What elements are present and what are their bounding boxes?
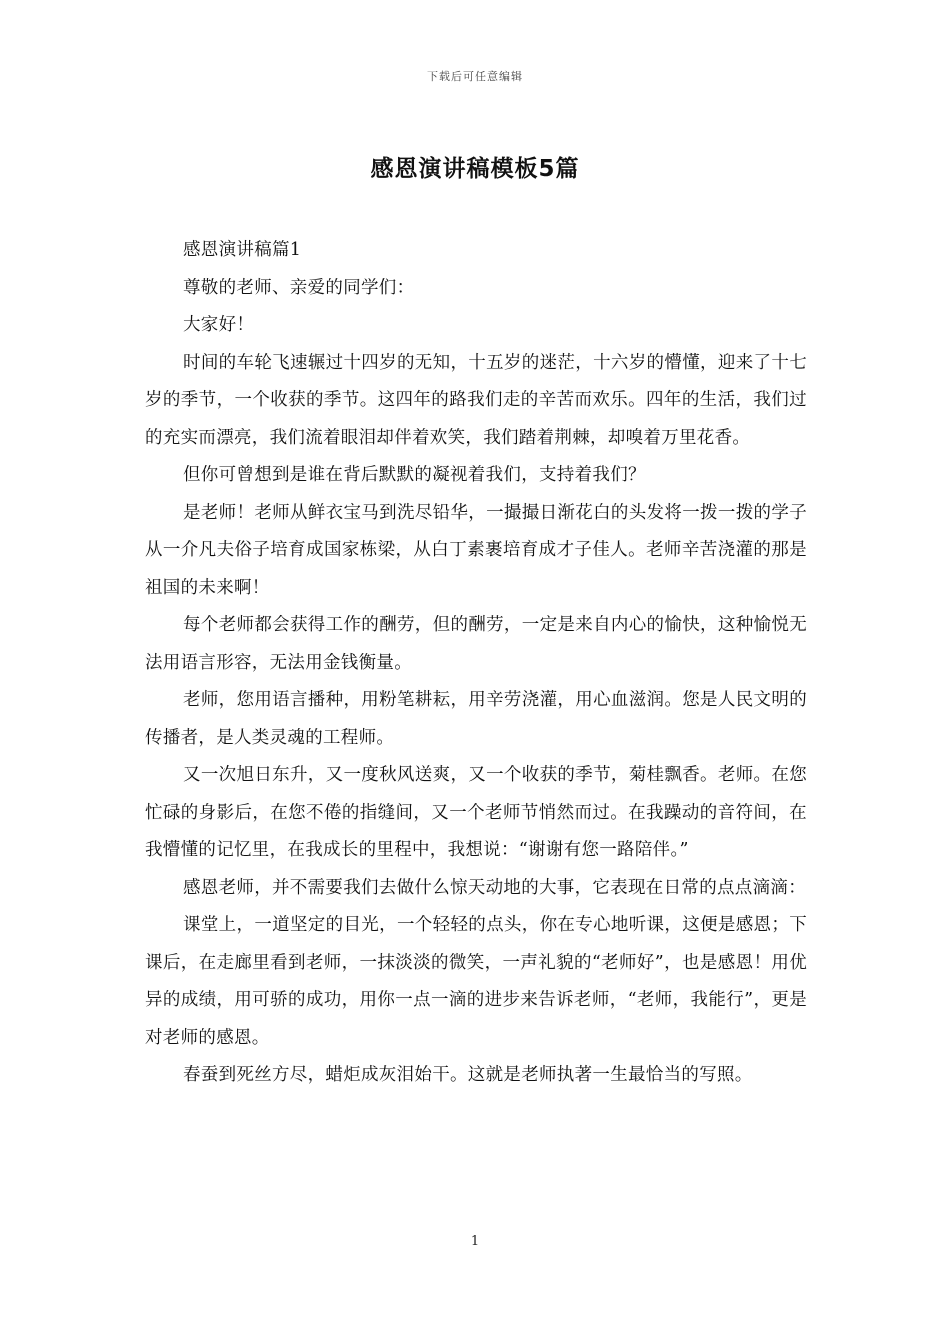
page-header: 下载后可任意编辑 [427, 70, 523, 83]
greeting: 大家好！ [183, 315, 255, 335]
document-title: 感恩演讲稿模板5篇 [370, 156, 580, 182]
body-paragraph: 又一次旭日东升，又一度秋风送爽，又一个收获的季节，菊桂飘香。老师。在您忙碌的身影后，在您不倦的指缝间，又一个老师节悄然而过。在我躁动的音符间，在我懵懂的记忆里，在我成长的里程中，我想说：“谢谢有您一路陪伴。” [145, 765, 807, 860]
section-heading: 感恩演讲稿篇1 [183, 240, 302, 260]
body-paragraph: 但你可曾想到是谁在背后默默的凝视着我们，支持着我们？ [183, 465, 646, 485]
document-body [145, 232, 807, 1095]
salutation: 尊敬的老师、亲爱的同学们： [183, 277, 415, 298]
page-number: 1 [470, 1234, 480, 1249]
body-paragraph: 春蚕到死丝方尽，蜡炬成灰泪始干。这就是老师执著一生最恰当的写照。 [183, 1065, 753, 1085]
body-paragraph: 每个老师都会获得工作的酬劳，但的酬劳，一定是来自内心的愉快，这种愉悦无法用语言形容，无法用金钱衡量。 [145, 615, 807, 673]
body-paragraph: 老师，您用语言播种，用粉笔耕耘，用辛劳浇灌，用心血滋润。您是人民文明的传播者，是人类灵魂的工程师。 [145, 690, 807, 748]
body-paragraph: 课堂上，一道坚定的目光，一个轻轻的点头，你在专心地听课，这便是感恩；下课后，在走廊里看到老师，一抹淡淡的微笑，一声礼貌的“老师好”，也是感恩！用优异的成绩，用可骄的成功，用你一点一滴的进步来告诉老师，“老师，我能行”，更是对老师的感恩。 [145, 915, 807, 1048]
body-paragraph: 时间的车轮飞速辗过十四岁的无知，十五岁的迷茫，十六岁的懵懂，迎来了十七岁的季节，一个收获的季节。这四年的路我们走的辛苦而欢乐。四年的生活，我们过的充实而漂亮，我们流着眼泪却伴着欢笑，我们踏着荆棘，却嗅着万里花香。 [145, 352, 807, 448]
body-paragraph: 感恩老师，并不需要我们去做什么惊天动地的大事，它表现在日常的点点滴滴： [183, 877, 806, 898]
body-paragraph: 是老师！老师从鲜衣宝马到洗尽铅华，一撮撮日渐花白的头发将一拨一拨的学子从一介凡夫俗子培育成国家栋梁，从白丁素裹培育成才子佳人。老师辛苦浇灌的那是祖国的未来啊！ [145, 502, 807, 598]
